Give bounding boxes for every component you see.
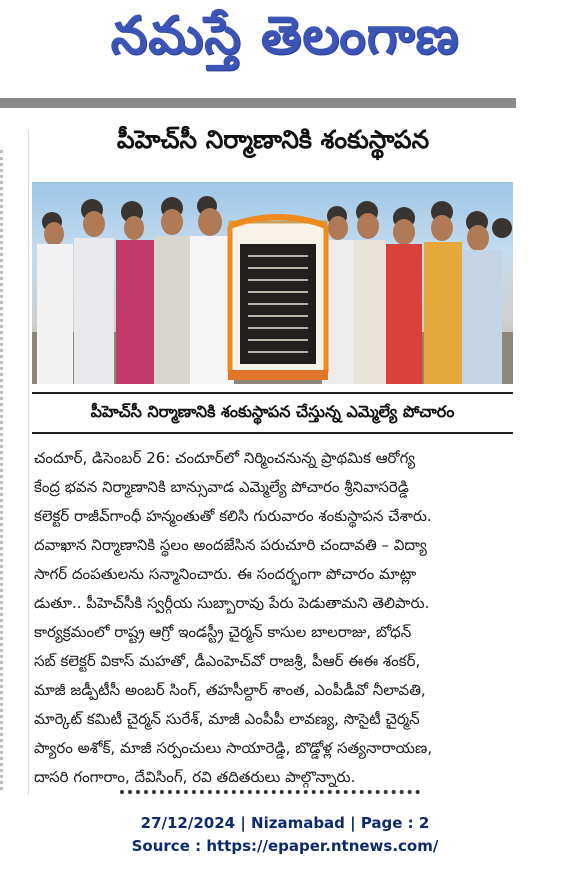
body-line: సబ్ కలెక్టర్ వికాస్ మహతో, డీఎంహెచ్‌వో రాజశ్రీ, పీఆర్ ఈఈ శంకర్,: [34, 652, 421, 670]
masthead: [0, 0, 570, 100]
clipping-cut-line: [120, 790, 420, 800]
body-line: కేంద్ర భవన నిర్మాణానికి బాన్సువాడ ఎమ్మెల్యే పోచారం శ్రీనివాసరెడ్డి: [34, 478, 409, 496]
body-line: కలెక్టర్ రాజీవ్‌గాంధీ హన్మంతుతో కలిసి గురువారం శంకుస్థాపన చేశారు.: [34, 507, 432, 525]
body-line: చందూర్, డిసెంబర్ 26: చందూర్‌లో నిర్మించనున్న ప్రాథమిక ఆరోగ్య: [34, 449, 416, 467]
photo-illustration: [32, 182, 513, 384]
news-photo: [32, 182, 513, 384]
article-headline: పీహెచ్‌సీ నిర్మాణానికి శంకుస్థాపన: [116, 125, 430, 154]
article-body: [34, 444, 514, 792]
photo-caption: పీహెచ్‌సీ నిర్మాణానికి శంకుస్థాపన చేస్తున్న ఎమ్మెల్యే పోచారం: [90, 402, 455, 421]
body-line: దవాఖాన నిర్మాణానికి స్థలం అందజేసిన పరుచూరి చందావతి – విద్యా: [34, 536, 427, 554]
body-line: సాగర్ దంపతులను సన్మానించారు. ఈ సందర్భంగా పోచారం మాట్లా: [34, 565, 417, 583]
photo-caption-box: [32, 392, 513, 434]
page-footer: [0, 812, 570, 858]
body-line: కార్యక్రమంలో రాష్ట్ర ఆగ్రో ఇండస్ట్రీ చైర్మన్ కాసుల బాలరాజు, బోధన్: [34, 623, 412, 641]
body-line: దాసరి గంగారాం, దేవిసింగ్, రవి తదితరులు పాల్గొన్నారు.: [34, 768, 356, 786]
source-link[interactable]: Source : https://epaper.ntnews.com/: [131, 837, 439, 855]
body-line: డుతూ.. పీహెచ్‌సీకి స్వర్గీయ సుబ్బారావు పేరు పెడుతామని తెలిపారు.: [34, 594, 430, 612]
body-line: ప్యారం అశోక్, మాజీ సర్పంచులు సాయారెడ్డి, బొడ్డోళ్ల సత్యనారాయణ,: [34, 739, 433, 757]
masthead-title: నమస్తే తెలంగాణ: [110, 6, 460, 66]
edition-info: 27/12/2024 | Nizamabad | Page : 2: [140, 814, 430, 832]
side-cut-marks: [0, 150, 9, 790]
body-line: మాజీ జడ్పీటీసీ అంబర్ సింగ్, తహసీల్దార్ శాంత, ఎంపీడీవో నీలావతి,: [34, 681, 426, 699]
masthead-rule: [0, 98, 516, 108]
body-line: మార్కెట్ కమిటీ చైర్మన్ సురేశ్, మాజీ ఎంపీపీ లావణ్య, సొసైటీ చైర్మన్: [34, 710, 420, 728]
